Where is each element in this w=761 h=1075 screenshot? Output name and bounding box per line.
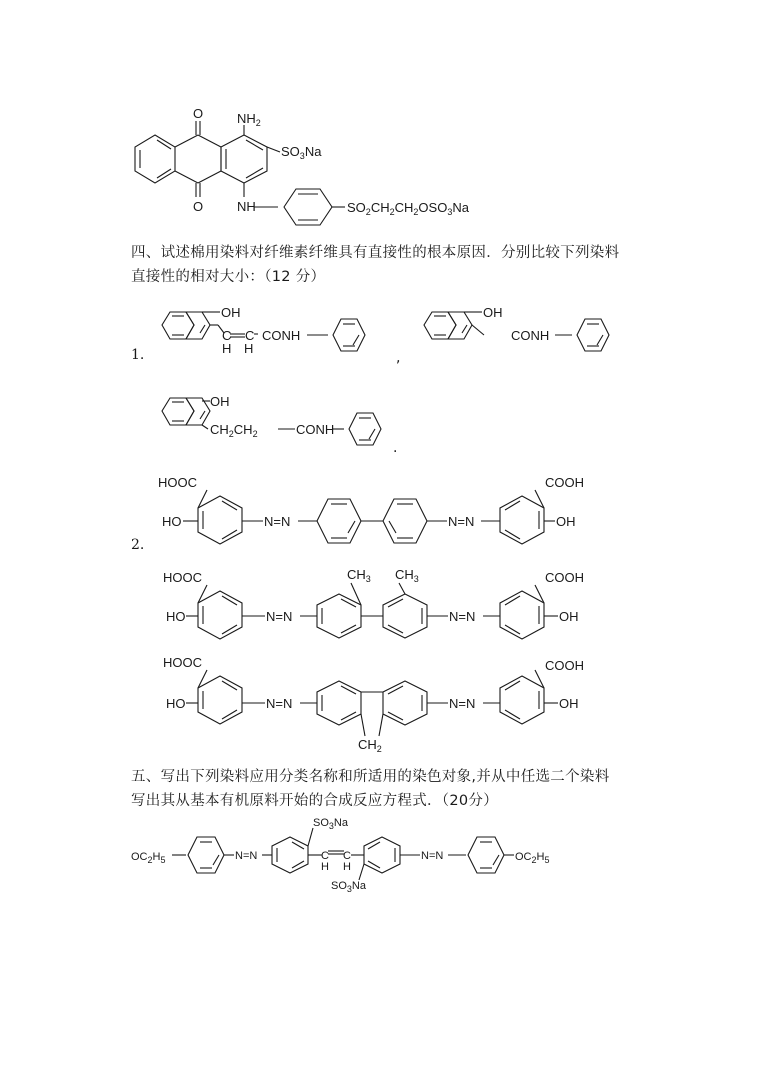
ch3-2b-right: $CH_3$	[395, 567, 419, 584]
conh-1b: CONH	[511, 328, 550, 343]
anthraquinone-dye-structure	[120, 105, 520, 230]
oc2h5-left: $OC_2H_5$	[131, 851, 166, 865]
ch3-2b-left: $CH_3$	[347, 567, 371, 584]
structure-1c	[150, 388, 400, 450]
cooh-2c: COOH	[545, 658, 584, 673]
question-4-line-1: 四、试述棉用染料对纤维素纤维具有直接性的根本原因．分别比较下列染料	[131, 245, 620, 261]
item-1-number: 1.	[131, 347, 145, 363]
imino-label: NH	[237, 199, 256, 214]
oh-1b: OH	[483, 305, 503, 320]
azo-2b-right: N=N	[449, 609, 476, 624]
hooc-2b: HOOC	[163, 570, 202, 585]
question-5-line-1: 五、写出下列染料应用分类名称和所适用的染色对象,并从中任选二个染料	[131, 769, 610, 785]
azo-2a-right: N=N	[448, 514, 475, 529]
amino-label: $NH_2$	[237, 111, 261, 128]
item-1-period: .	[393, 440, 398, 456]
ho-2a: HO	[162, 514, 182, 529]
azo-2c-left: N=N	[266, 696, 293, 711]
ho-2b: HO	[166, 609, 186, 624]
azo-5-right: N=N	[421, 850, 444, 862]
oh-1c: OH	[210, 394, 230, 409]
structure-2a	[155, 468, 595, 553]
h-5-left: H	[321, 861, 329, 873]
svg-text:C: C	[222, 328, 232, 343]
cooh-2b: COOH	[545, 570, 584, 585]
carbonyl-o-top: O	[193, 106, 204, 121]
oc2h5-right: $OC_2H_5$	[515, 851, 550, 865]
question-4-line-2: 直接性的相对大小：（12 分）	[131, 269, 326, 285]
svg-text:C: C	[343, 850, 351, 862]
structure-2c	[155, 648, 595, 758]
carbonyl-o-bottom: O	[193, 199, 204, 214]
azo-2a-left: N=N	[264, 514, 291, 529]
item-2-number: 2.	[131, 537, 145, 553]
sulfonyl-chain-label: $SO_2CH_2CH_2OSO_3Na$	[347, 200, 469, 217]
structure-1a	[150, 302, 400, 364]
azo-2c-right: N=N	[449, 696, 476, 711]
oh-2a: OH	[556, 514, 576, 529]
azo-5-left: N=N	[235, 850, 258, 862]
structure-2b	[155, 563, 595, 648]
conh-1c: CONH	[296, 422, 335, 437]
oh-1a: OH	[221, 305, 241, 320]
oh-2b: OH	[559, 609, 579, 624]
oh-2c: OH	[559, 696, 579, 711]
svg-text:C: C	[245, 328, 255, 343]
item-1-comma: ,	[396, 350, 401, 366]
azo-2b-left: N=N	[266, 609, 293, 624]
ch2-2c: $CH_2$	[358, 737, 382, 754]
svg-text:C: C	[321, 850, 329, 862]
conh-1a: CONH	[262, 328, 301, 343]
so3na-top: $SO_3Na$	[313, 817, 348, 831]
so3na-bottom: $SO_3Na$	[331, 880, 366, 894]
hooc-2a: HOOC	[158, 475, 197, 490]
sulfonate-label: $SO_3Na$	[281, 144, 322, 161]
h-5-right: H	[343, 861, 351, 873]
cooh-2a: COOH	[545, 475, 584, 490]
question-5-line-2: 写出其从基本有机原料开始的合成反应方程式．（20分）	[131, 793, 498, 809]
ho-2c: HO	[166, 696, 186, 711]
h-1a-left: H	[222, 341, 232, 356]
hooc-2c: HOOC	[163, 655, 202, 670]
h-1a-right: H	[244, 341, 254, 356]
ch2ch2-1c: $CH_2CH_2$	[210, 422, 258, 439]
structure-1b	[412, 302, 622, 364]
stilbene-azo-dye-structure	[128, 808, 568, 898]
